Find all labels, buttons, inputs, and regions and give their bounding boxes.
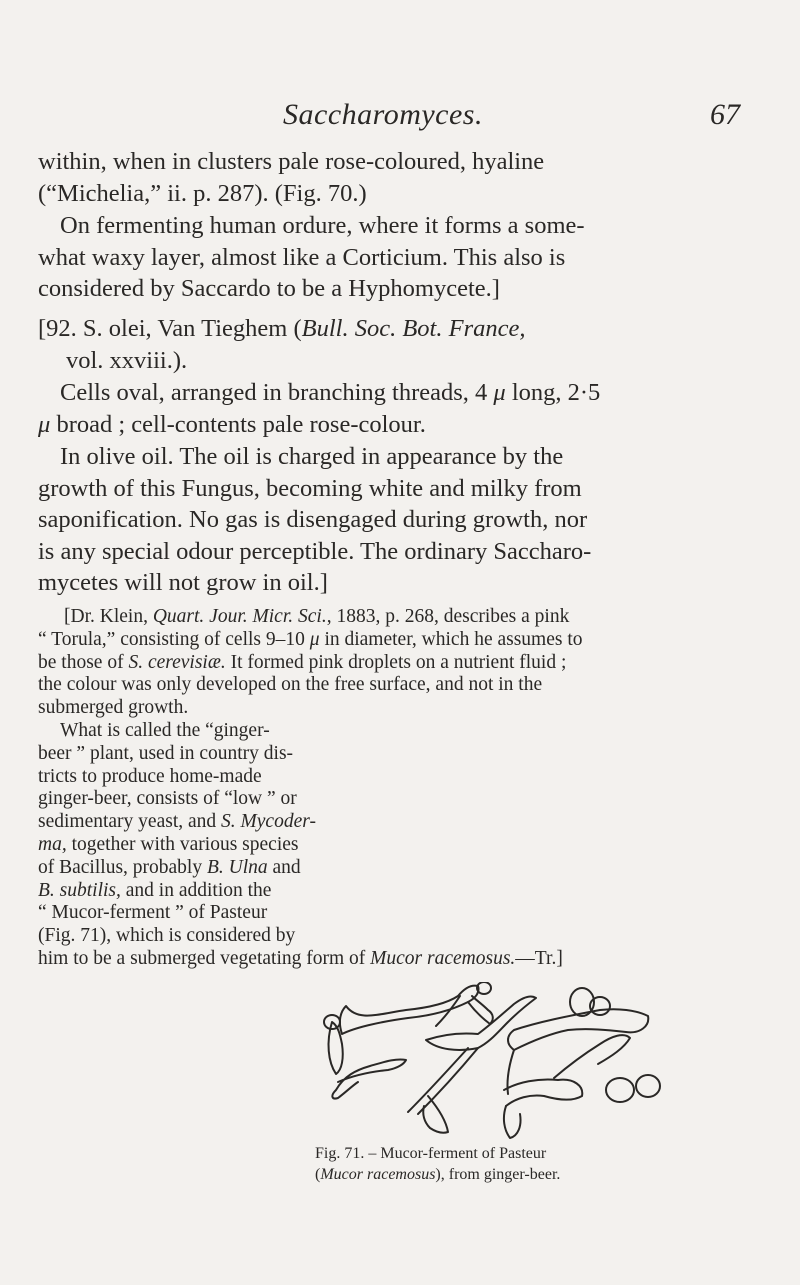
text-line: (Fig. 71), which is considered by (38, 925, 296, 947)
micron-symbol: μ (493, 379, 506, 406)
figure-caption (315, 1143, 775, 1185)
text-segment: broad ; cell-contents pale rose-colour. (50, 410, 426, 438)
species-name: B. Ulna (206, 856, 268, 878)
paragraph-olive-oil (38, 441, 754, 599)
species-name: Mucor racemosus. (370, 947, 516, 969)
text-line: saponification. No gas is disengaged during growth, nor (38, 506, 588, 534)
running-title: Saccharomyces. (283, 98, 483, 131)
species-heading (38, 313, 754, 376)
text-segment: long, 2·5 (505, 379, 601, 406)
text-segment: him to be a submerged vegetating form of (38, 947, 371, 969)
text-segment: be those of (38, 651, 129, 673)
text-line: beer ” plant, used in country dis- (38, 742, 294, 764)
running-header (0, 98, 800, 138)
text-segment: [Dr. Klein, (64, 606, 153, 627)
translator-note-ginger-beer (38, 720, 563, 971)
text-line: is any special odour perceptible. The ordinary Saccharo- (38, 537, 592, 565)
translator-note-klein (38, 606, 760, 720)
text-segment: “ Torula,” consisting of cells 9–10 (38, 628, 310, 650)
spore-bodies (324, 982, 660, 1102)
text-line: What is called the “ginger- (60, 720, 270, 741)
micron-symbol: μ (309, 628, 320, 650)
paragraph-continuation (38, 146, 754, 209)
text-segment: together with various species (66, 833, 299, 855)
text-line: mycetes will not grow in oil.] (38, 569, 328, 597)
mucor-ferment-illustration (318, 982, 668, 1142)
paragraph-habitat (38, 210, 754, 305)
text-line: within, when in clusters pale rose-coloured, hyaline (38, 148, 545, 175)
text-segment: , 1883, p. 268, describes a pink (326, 606, 570, 627)
text-segment: —Tr.] (515, 947, 563, 969)
text-line: (“Michelia,” ii. p. 287). (Fig. 70.) (38, 179, 367, 207)
species-name: S. cerevisiæ. (128, 651, 226, 673)
text-line: submerged growth. (38, 697, 189, 719)
text-line: what waxy layer, almost like a Corticium. This also is (38, 243, 566, 271)
micron-symbol: μ (38, 410, 51, 438)
species-name: B. subtilis, (38, 879, 121, 901)
text-line: tricts to produce home-made (38, 765, 262, 787)
text-segment: sedimentary yeast, and (38, 811, 222, 833)
text-segment: in diameter, which he assumes to (319, 628, 583, 650)
species-name: ma, (38, 833, 67, 855)
text-segment: It formed pink droplets on a nutrient fluid ; (225, 651, 567, 673)
text-segment: ( (315, 1166, 321, 1183)
text-segment: ), from ginger-beer. (435, 1166, 561, 1183)
text-line: growth of this Fungus, becoming white and milky from (38, 474, 582, 502)
text-line: considered by Saccardo to be a Hyphomycete.] (38, 275, 500, 303)
text-line: ginger-beer, consists of “low ” or (38, 788, 297, 810)
text-segment: and in addition the (120, 879, 272, 901)
text-line: On fermenting human ordure, where it forms a some- (60, 212, 585, 239)
page-number: 67 (710, 98, 740, 131)
text-line: vol. xxviii.). (66, 346, 188, 374)
paragraph-description (38, 377, 754, 440)
text-line: In olive oil. The oil is charged in appearance by the (60, 443, 564, 470)
species-name: S. Mycoder- (221, 811, 316, 833)
hypha-branch-center (340, 986, 493, 1034)
text-line: “ Mucor-ferment ” of Pasteur (38, 902, 268, 924)
hypha-branch-lower-left (332, 1059, 448, 1132)
caption-line: Fig. 71. – Mucor-ferment of Pasteur (315, 1145, 547, 1162)
text-segment: Cells oval, arranged in branching threads, 4 (60, 379, 494, 406)
hypha-branch-right-lower (504, 1035, 630, 1138)
citation-journal: Quart. Jour. Micr. Sci. (152, 606, 327, 627)
text-line: the colour was only developed on the free surface, and not in the (38, 674, 543, 696)
text-segment: of Bacillus, probably (38, 856, 207, 878)
species-name: Mucor racemosus (320, 1166, 436, 1183)
citation-journal: Bull. Soc. Bot. France, (301, 315, 526, 342)
species-title: [92. S. olei, Van Tieghem ( (38, 315, 302, 342)
text-segment: and (267, 856, 301, 878)
